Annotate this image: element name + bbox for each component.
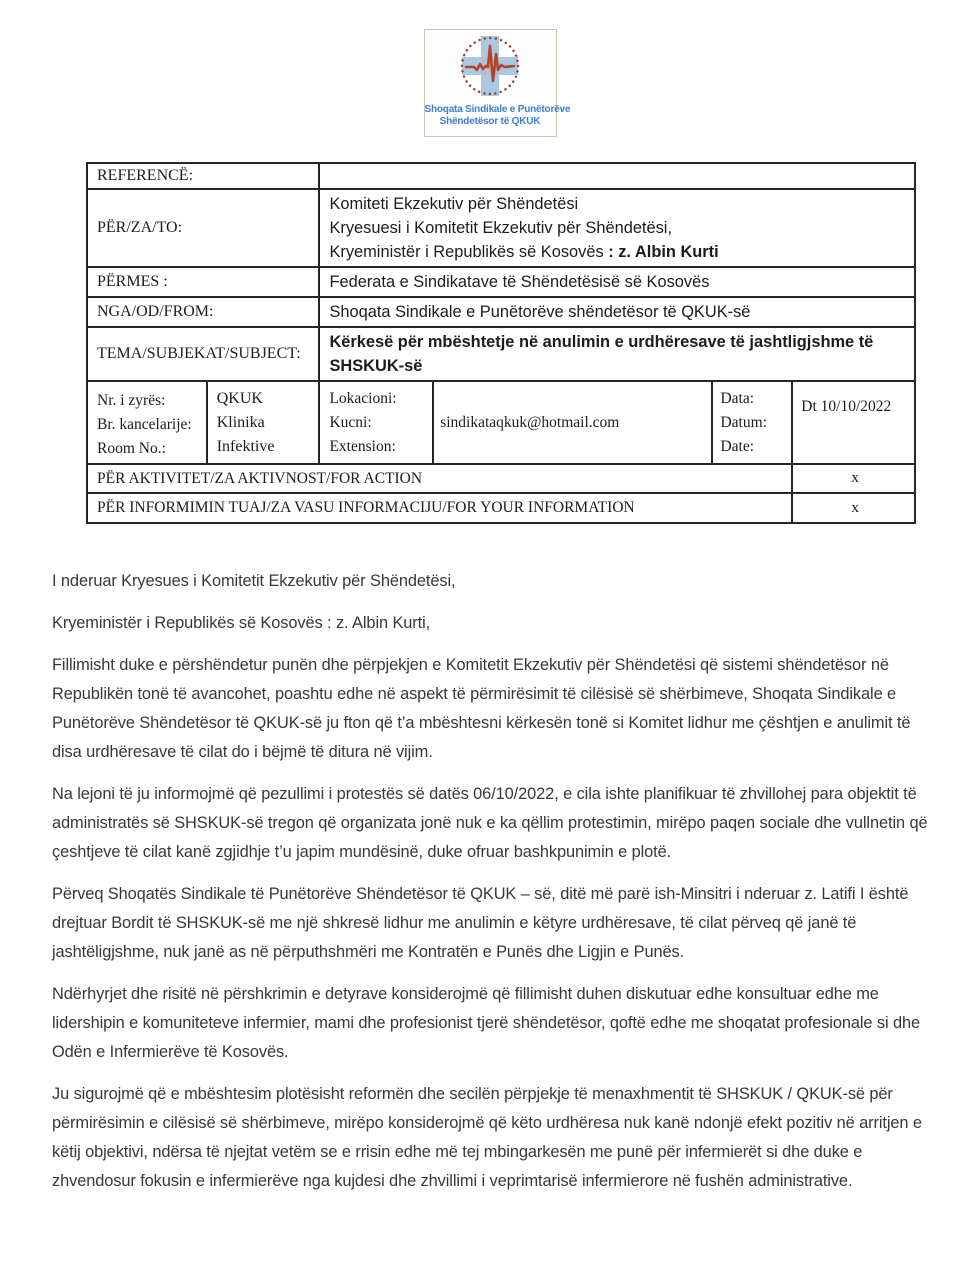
body-paragraph-4: Ndërhyrjet dhe risitë në përshkrimin e detyrave konsiderojmë që fillimisht duhen diskutuar edhe konsultuar edhe me lidershipin e komuniteteve infermier, mami dhe profesionist tjerë shëndetësor, qoftë edhe me shoqatat profesionale si dhe Odën e Infermierëve të Kosovës. [52,985,921,1061]
row-office-info [88,382,916,465]
recipient-name-bold: : z. Albin Kurti [608,243,719,261]
to-value-line2: Kryesuesi i Komitetit Ekzekutiv për Shëndetësi, [329,219,672,237]
page [0,29,980,1263]
row-for-information [88,494,916,524]
to-value [320,190,916,268]
union-logo [424,29,571,137]
reference-label: REFERENCË: [88,164,320,190]
to-label: PËR/ZA/TO: [88,190,320,268]
location-label: Lokacioni: Kucni: Extension: [320,382,434,465]
from-label: NGA/OD/FROM: [88,298,320,328]
row-subject [88,328,916,382]
via-value: Federata e Sindikatave të Shëndetësisë së Kosovës [320,268,916,298]
subject-label: TEMA/SUBJEKAT/SUBJECT: [88,328,320,382]
logo-org-name-line2: Shëndetësor të QKUK [439,116,541,127]
header-table [86,162,916,524]
body-paragraph-5: Ju sigurojmë që e mbështesim plotësisht reformën dhe secilën përpjekje të menaxhmentit të SHSKUK / QKUK-së për përmirësimin e cilësisë së shërbimeve, mirëpo konsiderojmë që këto urdhëresa nuk kanë ndonjë efekt pozitiv në arritjen e këtij objektivi, ndërsa të njejtat vetëm se e rrisin edhe më tej mbingarkesën me punë për infermierët si dhe duke e zhvendosur fokusin e infermierëve nga kujdesi dhe zhvillimi i veprimtarisë infermierore në fushën administrative. [52,1085,922,1190]
to-value-line3: Kryeministër i Republikës së Kosovës : z. Albin Kurti [329,243,719,261]
for-action-label: PËR AKTIVITET/ZA AKTIVNOST/FOR ACTION [88,465,793,494]
row-via [88,268,916,298]
body-paragraph-3: Përveq Shoqatës Sindikale të Punëtorëve Shëndetësor të QKUK – së, ditë më parë ish-Minsitri i nderuar z. Latifi I është drejtuar Bordit të SHSKUK-së me një shkresë lidhur me anulimin e këtyre urdhëresave, të cilat përveq që janë të jashtëligjshme, nuk janë as në përputhshmëri me Kontratën e Punës dhe Ligjin e Punës. [52,885,909,961]
body-paragraph-2: Na lejoni të ju informojmë që pezullimi i protestës së datës 06/10/2022, e cila ishte planifikuar të zhvillohej para objektit të administratës së SHSKUK-së tregon që organizata jonë nuk e ka qëllim protestimin, mirëpo paqen sociale dhe vullnetin që çeshtjeve të cilat kanë zgjidhje t’u japim mundësinë, duke ofruar bashkpunimin e plotë. [52,785,928,861]
body-paragraph-1: Fillimisht duke e përshëndetur punën dhe përpjekjen e Komitetit Ekzekutiv për Shëndetësi që sistemi shëndetësor në Republikën tonë të avancohet, poashtu edhe në aspekt të përmirësimit të cilësisë së shërbimeve, Shoqata Sindikale e Punëtorëve Shëndetësor të QKUK-së ju fton që t’a mbështesni kërkesën tonë si Komitet lidhur me çështjen e anulimit të disa urdhëresave të cilat do i bëjmë të ditura në vijim. [52,656,911,761]
row-from [88,298,916,328]
logo-org-name-line1: Shoqata Sindikale e Punëtorëve [424,104,571,115]
row-to [88,190,916,268]
letter-body [52,567,932,1196]
contact-email: sindikataqkuk@hotmail.com [434,382,713,465]
union-logo-emblem-icon [430,33,550,99]
via-label: PËRMES : [88,268,320,298]
for-information-mark: x [793,494,916,524]
office-number-value: QKUK Klinika Infektive [208,382,321,465]
salutation-line-2: Kryeministër i Republikës së Kosovës : z. Albin Kurti, [52,614,431,632]
subject-value: Kërkesë për mbështetje në anulimin e urdhëresave të jashtligjshme të SHSKUK-së [320,328,916,382]
row-for-action [88,465,916,494]
row-reference [88,164,916,190]
date-value: Dt 10/10/2022 [793,382,916,465]
office-number-label: Nr. i zyrës: Br. kancelarije: Room No.: [88,382,208,465]
reference-value [320,164,916,190]
for-action-mark: x [793,465,916,494]
to-value-line1: Komiteti Ekzekutiv për Shëndetësi [329,195,579,213]
for-information-label: PËR INFORMIMIN TUAJ/ZA VASU INFORMACIJU/FOR YOUR INFORMATION [88,494,793,524]
from-value: Shoqata Sindikale e Punëtorëve shëndetësor të QKUK-së [320,298,916,328]
date-label: Data: Datum: Date: [713,382,793,465]
salutation-line-1: I nderuar Kryesues i Komitetit Ekzekutiv për Shëndetësi, [52,572,456,590]
